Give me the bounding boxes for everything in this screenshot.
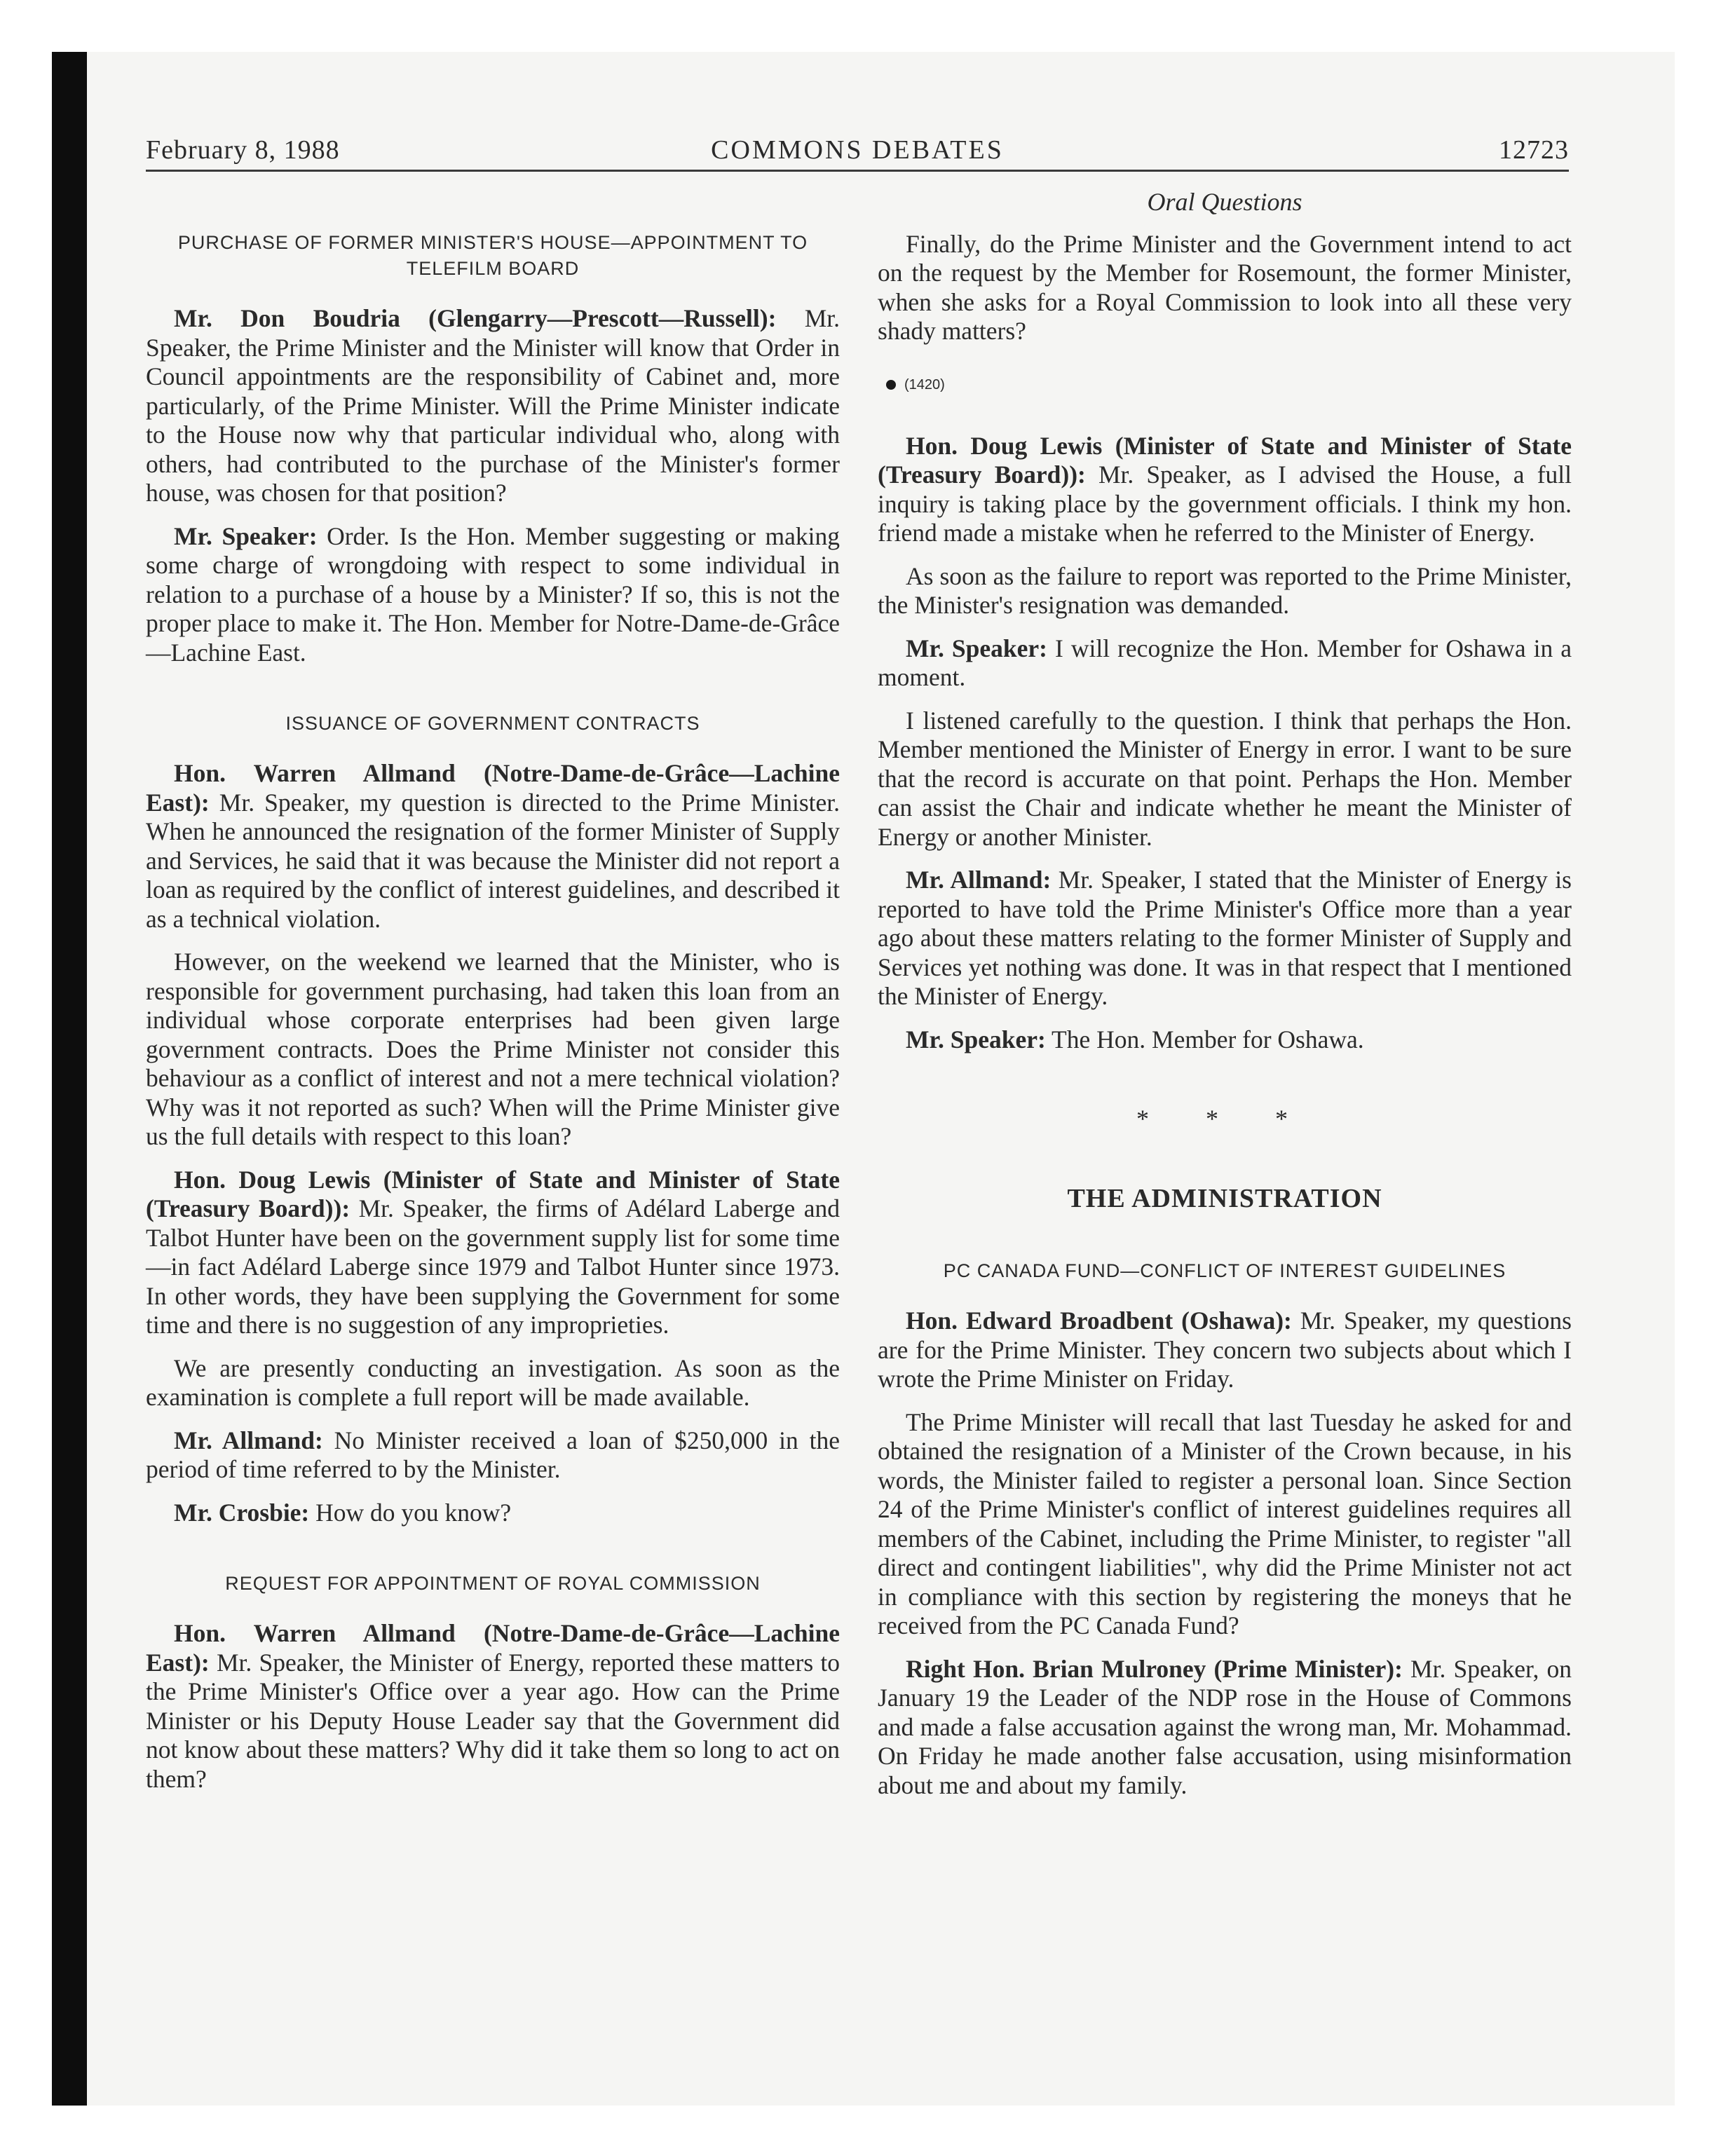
speech-text: Mr. Speaker, my question is directed to the Prime Minister. When he announced the resignation of the former Minister of Supply and Services, he said that it was because the Minister did not report a loan as required by the conflict of interest guidelines, and described it as a technical violation. bbox=[146, 788, 840, 933]
speech-text: Mr. Speaker, on January 19 the Leader of the NDP rose in the House of Commons and made a false accusation against the wrong man, Mr. Mohammad. On Friday he made another false accusation, using misinformation about me and about my family. bbox=[878, 1654, 1572, 1799]
subhead-royal-commission: REQUEST FOR APPOINTMENT OF ROYAL COMMISSION bbox=[225, 1573, 761, 1594]
paragraph: As soon as the failure to report was reported to the Prime Minister, the Minister's resignation was demanded. bbox=[878, 561, 1572, 619]
paragraph: However, on the weekend we learned that the Minister, who is responsible for government purchasing, had taken this loan from an individual whose corporate enterprises had been given large government contracts. Does the Prime Minister not consider this behaviour as a conflict of interest and not a mere technical violation? Why was it not reported as such? When will the Prime Minister give us the full details with respect to this loan? bbox=[146, 948, 840, 1150]
paragraph bbox=[146, 1426, 840, 1485]
speech-text: Mr. Speaker, as I advised the House, a full inquiry is taking place by the government officials. I think my hon. friend made a mistake when he referred to the Minister of Energy. bbox=[878, 460, 1572, 547]
header-date: February 8, 1988 bbox=[146, 135, 340, 165]
paragraph bbox=[878, 432, 1572, 548]
paragraph: We are presently conducting an investigation. As soon as the examination is complete a full report will be made available. bbox=[146, 1353, 840, 1411]
bullet-icon bbox=[886, 380, 896, 390]
right-column bbox=[878, 181, 1572, 1800]
paragraph bbox=[146, 1499, 840, 1528]
speaker-name: Mr. Allmand: bbox=[906, 866, 1052, 894]
paragraph bbox=[878, 1025, 1572, 1055]
speech-text: Mr. Speaker, I stated that the Minister of Energy is reported to have told the Prime Minister's Office more than a year ago about these matters relating to the former Minister of Supply and Services yet nothing was done. It was in that respect that I mentioned the Minister of Energy. bbox=[878, 866, 1572, 1010]
paragraph: The Prime Minister will recall that last Tuesday he asked for and obtained the resignation of a Minister of the Crown because, in his words, the Minister failed to register a personal loan. Since Section 24 of the Prime Minister's conflict of interest guidelines requires all members of the Cabinet, including the Prime Minister, to register "all direct and contingent liabilities", why did the Prime Minister not act in compliance with this section by registering the moneys that he received from the PC Canada Fund? bbox=[878, 1407, 1572, 1639]
speaker-name: Hon. Warren Allmand (Notre-Dame-de-Grâce—Lachine East): bbox=[146, 759, 840, 817]
running-head bbox=[146, 133, 1569, 172]
header-title: COMMONS DEBATES bbox=[711, 135, 1004, 165]
speaker-name: Hon. Warren Allmand (Notre-Dame-de-Grâce—Lachine East): bbox=[146, 1619, 840, 1677]
speech-text: Mr. Speaker, my questions are for the Prime Minister. They concern two subjects about which I wrote the Prime Minister on Friday. bbox=[878, 1306, 1572, 1393]
paragraph bbox=[146, 759, 840, 934]
speaker-name: Mr. Don Boudria (Glengarry—Prescott—Russell): bbox=[174, 304, 777, 332]
speaker-name: Mr. Speaker: bbox=[906, 634, 1047, 662]
paragraph: I listened carefully to the question. I think that perhaps the Hon. Member mentioned the Minister of Energy in error. I want to be sure that the record is accurate on that point. Perhaps the Hon. Member can assist the Chair and indicate whether he meant the Minister of Energy or another Minister. bbox=[878, 706, 1572, 851]
section-separator: * * * bbox=[1136, 1105, 1313, 1133]
speech-text: How do you know? bbox=[309, 1498, 512, 1527]
scan-edge bbox=[52, 52, 87, 2106]
speech-text: Order. Is the Hon. Member suggesting or making some charge of wrongdoing with respect to some individual in relation to a purchase of a house by a Minister? If so, this is not the proper place to make it. The Hon. Member for Notre-Dame-de-Grâce—Lachine East. bbox=[146, 521, 841, 667]
subhead-government-contracts: ISSUANCE OF GOVERNMENT CONTRACTS bbox=[285, 713, 700, 734]
paragraph bbox=[146, 1619, 840, 1794]
speaker-name: Mr. Allmand: bbox=[174, 1426, 323, 1454]
left-column bbox=[146, 181, 840, 1794]
timestamp-text: (1420) bbox=[904, 376, 945, 393]
speech-text: Mr. Speaker, the Prime Minister and the Minister will know that Order in Council appointments are the responsibility of Cabinet and, more particularly, of the Prime Minister. Will the Prime Minister indicate to the House now why that particular individual who, along with others, had contributed to the purchase of the Minister's former house, was chosen for that position? bbox=[146, 304, 841, 507]
header-page-number: 12723 bbox=[1499, 135, 1569, 165]
paragraph: Finally, do the Prime Minister and the Government intend to act on the request by the Member for Rosemount, the former Minister, when she asks for a Royal Commission to look into all these very shady matters? bbox=[878, 229, 1572, 345]
speaker-name: Hon. Edward Broadbent (Oshawa): bbox=[906, 1306, 1292, 1335]
speaker-name: Mr. Crosbie: bbox=[174, 1498, 310, 1527]
speaker-name: Hon. Doug Lewis (Minister of State and Minister of State (Treasury Board)): bbox=[146, 1165, 840, 1222]
subhead-former-minister-house: PURCHASE OF FORMER MINISTER'S HOUSE—APPOINTMENT TO TELEFILM BOARD bbox=[177, 232, 808, 279]
section-title: THE ADMINISTRATION bbox=[1067, 1183, 1382, 1213]
speaker-name: Mr. Speaker: bbox=[174, 521, 318, 550]
speaker-name: Hon. Doug Lewis (Minister of State and Minister of State (Treasury Board)): bbox=[878, 431, 1572, 489]
paragraph bbox=[878, 1655, 1572, 1801]
paragraph bbox=[146, 522, 840, 668]
speech-text: Mr. Speaker, the firms of Adélard Laberge and Talbot Hunter have been on the government supply list for some time—in fact Adélard Laberge since 1979 and Talbot Hunter since 1973. In other words, they have been supplying the Government for some time and there is no suggestion of any improprieties. bbox=[146, 1194, 840, 1339]
paragraph bbox=[878, 1306, 1572, 1394]
paragraph bbox=[878, 634, 1572, 692]
paragraph bbox=[146, 1166, 840, 1340]
speaker-name: Right Hon. Brian Mulroney (Prime Minister): bbox=[906, 1654, 1403, 1683]
column-heading: Oral Questions bbox=[1147, 188, 1302, 216]
speech-text: The Hon. Member for Oshawa. bbox=[1045, 1025, 1364, 1053]
speaker-name: Mr. Speaker: bbox=[906, 1025, 1046, 1053]
speech-text: I will recognize the Hon. Member for Oshawa in a moment. bbox=[878, 634, 1572, 691]
paragraph bbox=[146, 304, 840, 508]
timestamp bbox=[886, 376, 1572, 394]
speech-text: No Minister received a loan of $250,000 in the period of time referred to by the Minister. bbox=[146, 1426, 840, 1483]
speech-text: Mr. Speaker, the Minister of Energy, reported these matters to the Prime Minister's Office over a year ago. How can the Prime Minister or his Deputy House Leader say that the Government did not know about these matters? Why did it take them so long to act on them? bbox=[146, 1648, 840, 1793]
paragraph bbox=[878, 866, 1572, 1011]
subhead-pc-canada-fund: PC CANADA FUND—CONFLICT OF INTEREST GUIDELINES bbox=[943, 1260, 1506, 1281]
